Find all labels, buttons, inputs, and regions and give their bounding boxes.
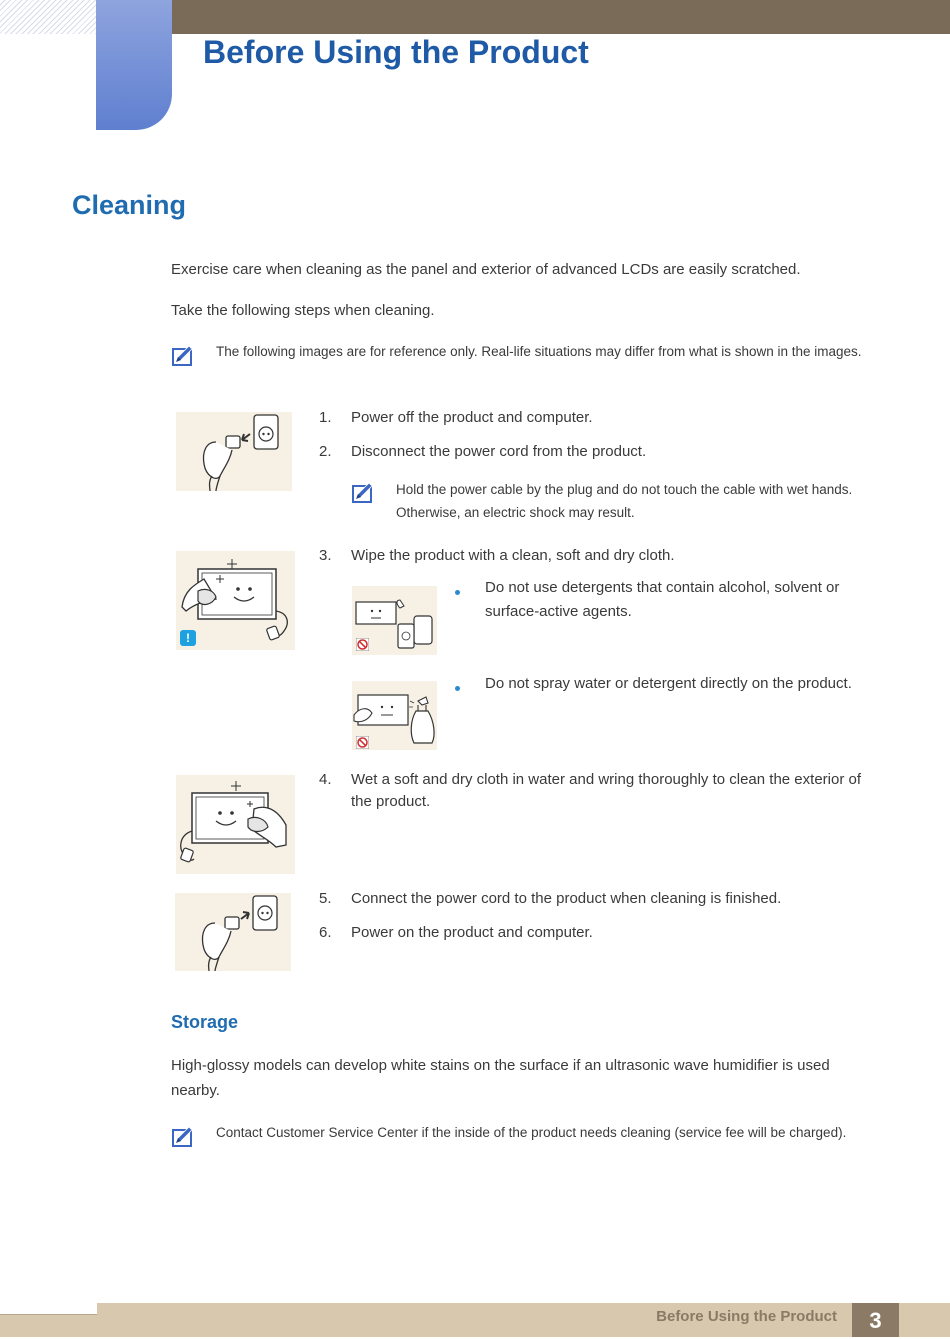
illustration-no-detergent	[352, 586, 437, 655]
storage-note-text: Contact Customer Service Center if the inside of the product needs cleaning (service fee will be charged).	[216, 1125, 847, 1140]
plug-socket-icon	[175, 893, 291, 971]
bullet-dot	[455, 590, 460, 595]
note-power-text: Hold the power cable by the plug and do not touch the cable with wet hands. Otherwise, an electric shock may result.	[396, 482, 853, 520]
step-5	[319, 888, 879, 910]
note-icon	[172, 1125, 194, 1147]
bullet-detergent: Do not use detergents that contain alcohol, solvent or surface-active agents.	[485, 579, 840, 620]
illustration-no-spray	[352, 681, 437, 750]
step-text: Power on the product and computer.	[351, 924, 593, 941]
step-number: 1.	[319, 409, 332, 426]
footer-left-bar	[0, 1315, 97, 1337]
bullet-dot	[455, 686, 460, 691]
step-number: 3.	[319, 547, 332, 564]
step-text: Wipe the product with a clean, soft and dry cloth.	[351, 547, 675, 564]
step-1	[319, 407, 879, 429]
note-icon	[172, 344, 194, 366]
step-text: Connect the power cord to the product when cleaning is finished.	[351, 890, 782, 907]
page-number: 3	[852, 1303, 899, 1337]
section-title: Cleaning	[72, 190, 187, 220]
step-number: 5.	[319, 890, 332, 907]
illustration-plug-in	[175, 893, 291, 971]
header-bar	[172, 0, 950, 34]
plug-socket-icon	[176, 412, 292, 491]
note-reference-text: The following images are for reference only. Real-life situations may differ from what is shown in the images.	[216, 344, 862, 359]
chapter-tab	[96, 0, 172, 130]
step-3	[319, 545, 879, 567]
note-icon	[352, 481, 374, 503]
illustration-wipe-dry	[176, 551, 295, 650]
step-number: 4.	[319, 771, 332, 788]
footer-text: Before Using the Product	[656, 1308, 837, 1325]
illustration-wipe-wet	[176, 775, 295, 874]
steps-intro-text: Take the following steps when cleaning.	[171, 302, 435, 319]
step-number: 6.	[319, 924, 332, 941]
illustration-unplug	[176, 412, 292, 491]
caution-icon: !	[180, 630, 196, 646]
prohibited-icon	[356, 638, 369, 651]
storage-text: High-glossy models can develop white stains on the surface if an ultrasonic wave humidifier is used nearby.	[171, 1057, 830, 1099]
step-number: 2.	[319, 443, 332, 460]
step-text: Power off the product and computer.	[351, 409, 593, 426]
header-hatch	[0, 0, 96, 34]
storage-title: Storage	[171, 1012, 239, 1032]
step-text: Disconnect the power cord from the product.	[351, 443, 647, 460]
page-title: Before Using the Product	[203, 34, 589, 70]
prohibited-icon	[356, 736, 369, 749]
step-2	[319, 441, 879, 463]
step-text: Wet a soft and dry cloth in water and wring thoroughly to clean the exterior of the product.	[351, 771, 861, 810]
bullet-spray: Do not spray water or detergent directly on the product.	[485, 675, 852, 692]
step-6	[319, 922, 879, 944]
intro-text: Exercise care when cleaning as the panel and exterior of advanced LCDs are easily scratched.	[171, 261, 801, 278]
step-4	[319, 769, 879, 813]
